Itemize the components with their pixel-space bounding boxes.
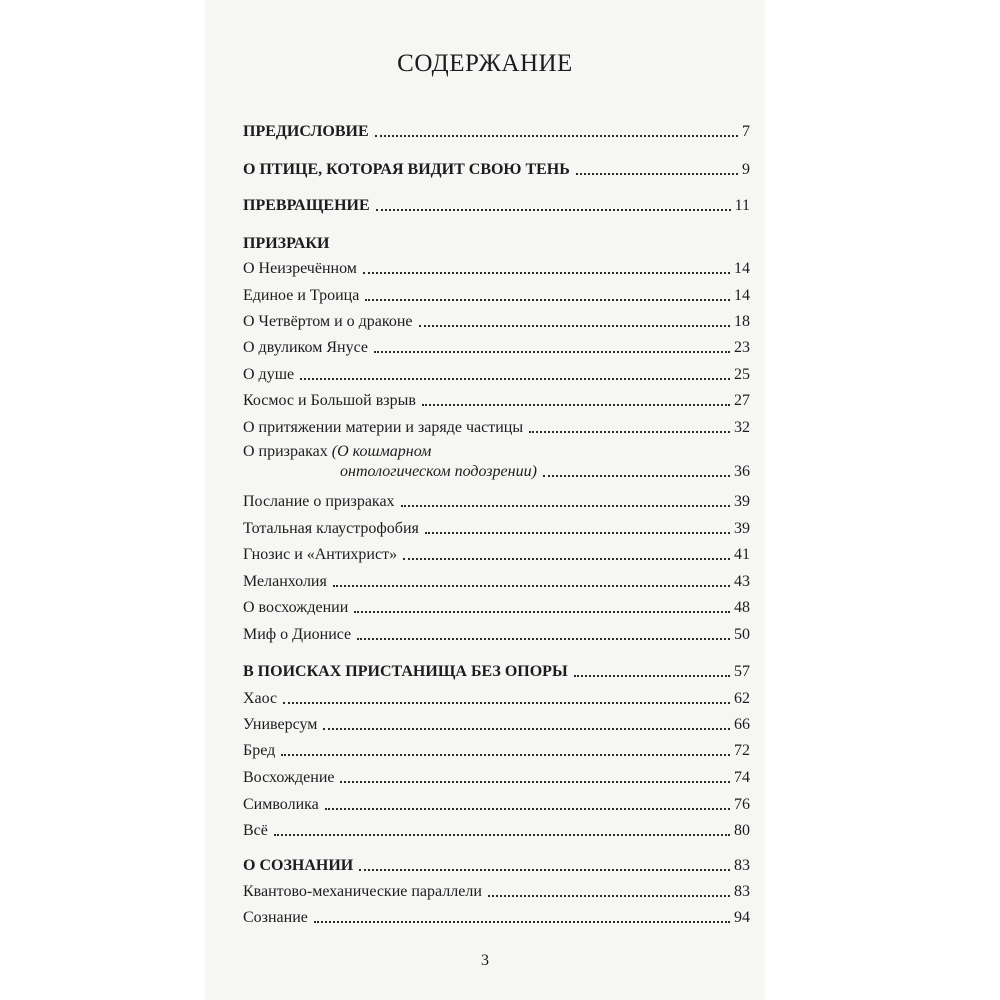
dot-leader	[425, 531, 730, 534]
toc-entry-label: Меланхолия	[243, 573, 327, 590]
toc-entry-page: 14	[734, 260, 750, 277]
toc-entry-page: 57	[734, 663, 750, 680]
toc-entry	[243, 715, 750, 735]
dot-leader	[422, 403, 730, 406]
toc-entry-page: 76	[734, 796, 750, 813]
toc-entry-page: 25	[734, 366, 750, 383]
toc-entry-label: Восхождение	[243, 769, 335, 786]
toc-entry-page: 66	[734, 716, 750, 733]
dot-leader	[365, 298, 730, 301]
toc-entry-label: В ПОИСКАХ ПРИСТАНИЩА БЕЗ ОПОРЫ	[243, 663, 568, 680]
dot-leader	[359, 868, 730, 871]
toc-entry	[243, 741, 750, 761]
toc-entry-page: 32	[734, 419, 750, 436]
toc-entry-page: 43	[734, 573, 750, 590]
toc-entry-label: О восхождении	[243, 599, 349, 616]
toc-entry	[243, 391, 750, 411]
toc-entry	[243, 519, 750, 539]
dot-leader	[403, 557, 730, 560]
dot-leader	[357, 637, 730, 640]
dot-leader	[375, 134, 738, 137]
toc-entry-page: 72	[734, 742, 750, 759]
dot-leader	[323, 727, 730, 730]
dot-leader	[283, 701, 730, 704]
toc-entry	[243, 768, 750, 788]
toc-entry-label: О Неизречённом	[243, 260, 357, 277]
toc-entry	[243, 795, 750, 815]
toc-entry-page: 9	[742, 161, 750, 178]
toc-entry	[243, 908, 750, 928]
toc-entry	[243, 196, 750, 216]
toc-entry	[243, 625, 750, 645]
toc-entry-label: Всё	[243, 822, 268, 839]
toc-entry-label: Хаос	[243, 690, 278, 707]
toc-entry-label: Космос и Большой взрыв	[243, 392, 416, 409]
toc-entry-page: 23	[734, 339, 750, 356]
toc-entry	[243, 821, 750, 841]
toc-entry-label: О двуликом Янусе	[243, 339, 368, 356]
toc-entry	[243, 122, 750, 142]
toc-entry-page: 48	[734, 599, 750, 616]
dot-leader	[376, 208, 731, 211]
dot-leader	[274, 833, 730, 836]
dot-leader	[419, 324, 730, 327]
toc-entry-page: 80	[734, 822, 750, 839]
dot-leader	[333, 584, 730, 587]
toc-entry	[243, 160, 750, 180]
dot-leader	[543, 474, 730, 477]
toc-entry	[243, 662, 750, 682]
toc-entry	[243, 259, 750, 279]
toc-entry	[243, 365, 750, 385]
toc-entry	[243, 856, 750, 876]
toc-entry	[243, 442, 750, 482]
dot-leader	[314, 920, 730, 923]
toc-entry-page: 41	[734, 546, 750, 563]
toc-entry-page: 11	[734, 197, 750, 214]
toc-entry-label: ПРЕДИСЛОВИЕ	[243, 123, 369, 140]
toc-entry-label: Гнозис и «Антихрист»	[243, 546, 398, 563]
toc-entry-page: 50	[734, 626, 750, 643]
dot-leader	[574, 674, 730, 677]
toc-entry-label: Универсум	[243, 716, 318, 733]
toc-section-heading: ПРИЗРАКИ	[243, 235, 330, 252]
toc-entry-page: 14	[734, 287, 750, 304]
toc-entry	[243, 689, 750, 709]
toc-entry-page: 62	[734, 690, 750, 707]
dot-leader	[401, 504, 730, 507]
toc-entry-page: 39	[734, 493, 750, 510]
toc-entry-page: 7	[742, 123, 750, 140]
toc-entry-subtitle: (О кошмарном	[331, 443, 432, 460]
toc-entry-label: О ПТИЦЕ, КОТОРАЯ ВИДИТ СВОЮ ТЕНЬ	[243, 161, 570, 178]
dot-leader	[281, 753, 730, 756]
dot-leader	[529, 430, 730, 433]
toc-entry-label: Тотальная клаустрофобия	[243, 520, 419, 537]
toc-entry-label: ПРЕВРАЩЕНИЕ	[243, 197, 370, 214]
toc-entry	[243, 492, 750, 512]
toc-entry	[243, 418, 750, 438]
toc-entry-label: Миф о Дионисе	[243, 626, 352, 643]
dot-leader	[488, 894, 730, 897]
toc-entry-page: 27	[734, 392, 750, 409]
page-title: СОДЕРЖАНИЕ	[397, 50, 573, 77]
toc-entry-label: О душе	[243, 366, 295, 383]
dot-leader	[300, 377, 730, 380]
dot-leader	[325, 807, 730, 810]
toc-entry-label: Квантово-механические параллели	[243, 883, 482, 900]
toc-entry-page: 74	[734, 769, 750, 786]
toc-entry-label: Символика	[243, 796, 319, 813]
toc-entry	[243, 312, 750, 332]
toc-entry-label: Сознание	[243, 909, 308, 926]
toc-entry-page: 83	[734, 883, 750, 900]
toc-entry-label: О Четвёртом и о драконе	[243, 313, 413, 330]
dot-leader	[576, 172, 738, 175]
toc-entry-page: 36	[734, 463, 750, 480]
toc-entry-subtitle: онтологическом подозрении)	[340, 463, 537, 480]
toc-entry-label: О притяжении материи и заряде частицы	[243, 419, 524, 436]
dot-leader	[354, 610, 730, 613]
toc-entry	[243, 572, 750, 592]
page-number: 3	[481, 952, 489, 969]
dot-leader	[363, 271, 730, 274]
toc-entry-label: Единое и Троица	[243, 287, 360, 304]
toc-entry	[243, 598, 750, 618]
toc-entry	[243, 882, 750, 902]
toc-entry-page: 94	[734, 909, 750, 926]
toc-entry-label: Послание о призраках	[243, 493, 395, 510]
toc-entry	[243, 545, 750, 565]
toc-entry-label: О СОЗНАНИИ	[243, 857, 354, 874]
toc-entry-page: 39	[734, 520, 750, 537]
toc-entry	[243, 286, 750, 306]
toc-entry	[243, 338, 750, 358]
dot-leader	[374, 350, 730, 353]
toc-entry-page: 83	[734, 857, 750, 874]
toc-entry-label: Бред	[243, 742, 276, 759]
toc-entry-label: О призраках	[243, 443, 328, 460]
dot-leader	[340, 780, 730, 783]
toc-entry-page: 18	[734, 313, 750, 330]
